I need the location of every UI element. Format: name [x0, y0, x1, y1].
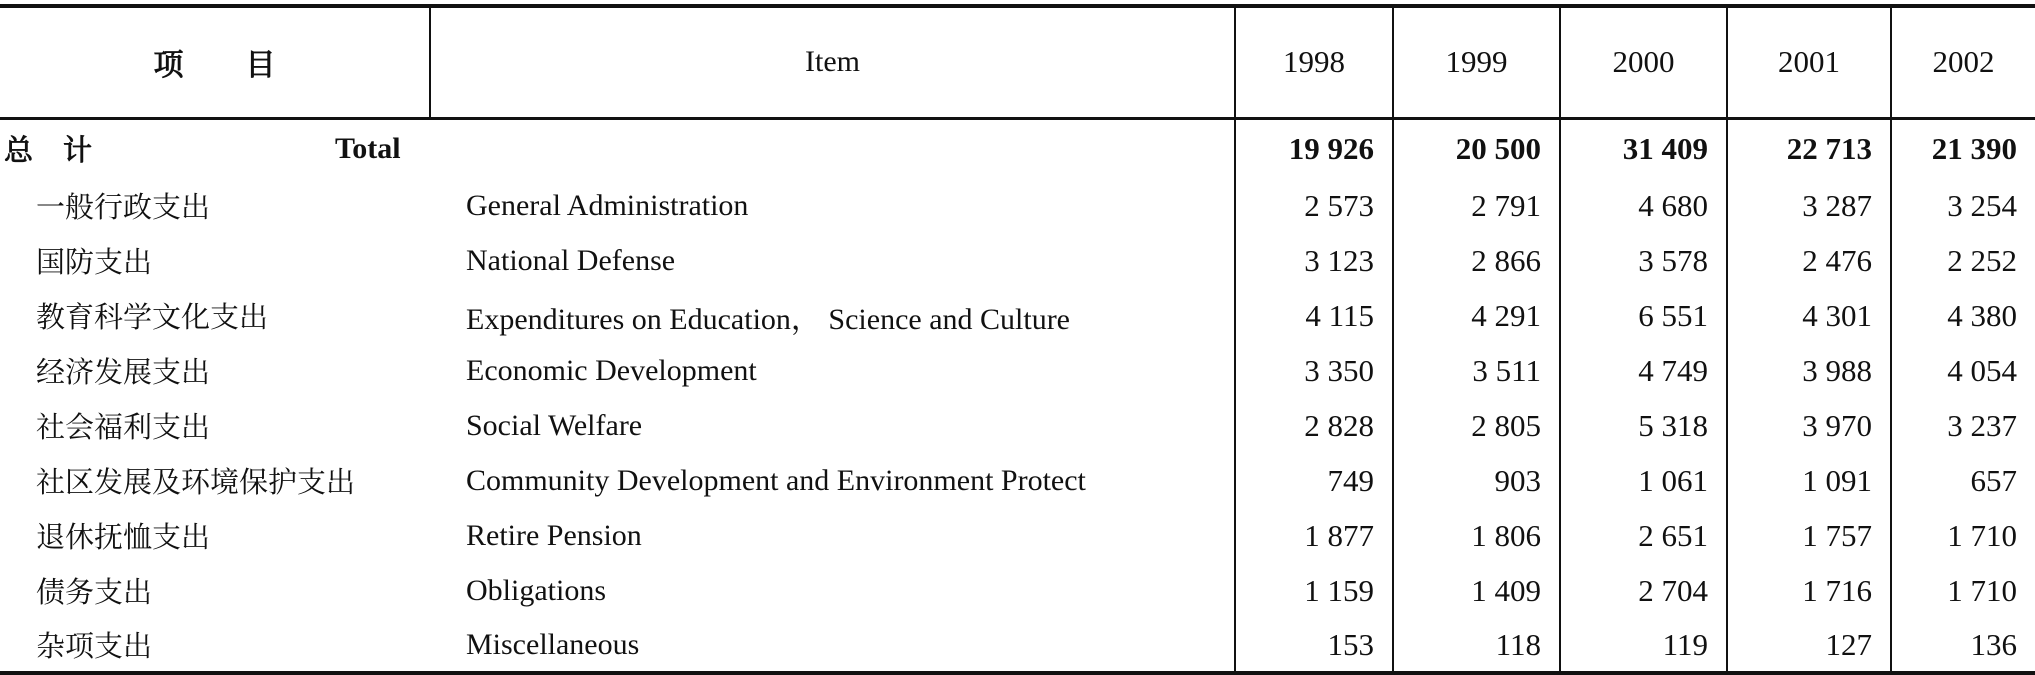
row-label-en: Expenditures on Education， Science and Culture [466, 302, 1070, 336]
row-label-en: Miscellaneous [430, 618, 1235, 673]
row-value: 20 500 [1393, 118, 1560, 178]
row-value: 3 237 [1891, 398, 2035, 453]
row-value: 1 710 [1891, 508, 2035, 563]
row-value: 2 791 [1393, 178, 1560, 233]
table-row [0, 178, 2035, 233]
table-row [0, 233, 2035, 288]
row-label-en: General Administration [466, 188, 749, 222]
row-value: 1 716 [1727, 563, 1891, 618]
row-value: 1 061 [1560, 453, 1727, 508]
row-value: 4 301 [1727, 288, 1891, 343]
row-value: 1 710 [1891, 563, 2035, 618]
row-value: 1 877 [1235, 508, 1393, 563]
row-value: 22 713 [1727, 118, 1891, 178]
row-value: 4 291 [1393, 288, 1560, 343]
row-value: 2 476 [1727, 233, 1891, 288]
row-value: 2 651 [1560, 508, 1727, 563]
row-label-cn: 社区发展及环境保护支出 [36, 465, 356, 499]
row-value: 5 318 [1560, 398, 1727, 453]
row-value: 136 [1891, 618, 2035, 673]
header-year: 1998 [1235, 6, 1393, 118]
header-year: 2000 [1560, 6, 1727, 118]
row-label-cn: 社会福利支出 [36, 410, 211, 444]
row-value: 1 806 [1393, 508, 1560, 563]
row-value: 1 091 [1727, 453, 1891, 508]
row-value: 2 866 [1393, 233, 1560, 288]
header-item-cn: 项目 [153, 48, 338, 84]
row-value: 2 704 [1560, 563, 1727, 618]
table-row [0, 343, 2035, 398]
row-value: 4 749 [1560, 343, 1727, 398]
row-value: 127 [1727, 618, 1891, 673]
row-value: 4 115 [1235, 288, 1393, 343]
expenditure-table [0, 4, 2035, 675]
row-value: 3 970 [1727, 398, 1891, 453]
row-value: 749 [1235, 453, 1393, 508]
row-value: 2 573 [1235, 178, 1393, 233]
header-year: 2001 [1727, 6, 1891, 118]
row-value: 4 680 [1560, 178, 1727, 233]
row-label-en: Obligations [466, 573, 606, 607]
table-row [0, 508, 2035, 563]
row-label-en: Retire Pension [466, 518, 642, 552]
table-row [0, 288, 2035, 343]
header-year: 1999 [1393, 6, 1560, 118]
row-label-cn: 杂项支出 [0, 618, 430, 673]
row-label-cn: 教育科学文化支出 [36, 300, 269, 334]
row-value: 2 828 [1235, 398, 1393, 453]
row-value: 31 409 [1560, 118, 1727, 178]
table-row-total [0, 118, 2035, 178]
row-label-en: National Defense [466, 243, 676, 277]
row-value: 1 757 [1727, 508, 1891, 563]
row-value: 2 252 [1891, 233, 2035, 288]
row-label-cn: 国防支出 [36, 245, 153, 279]
row-label-en: Social Welfare [466, 408, 643, 442]
row-label-cn: 总计 [4, 133, 123, 168]
table-row [0, 618, 2035, 673]
row-label-en: Community Development and Environment Protect [466, 463, 1086, 497]
row-label-cn: 退休抚恤支出 [36, 520, 211, 554]
header-row [0, 6, 2035, 118]
row-value: 3 988 [1727, 343, 1891, 398]
row-label-cn: 债务支出 [36, 575, 153, 609]
row-value: 3 578 [1560, 233, 1727, 288]
row-value: 2 805 [1393, 398, 1560, 453]
table-row [0, 453, 2035, 508]
table-body [0, 118, 2035, 673]
row-value: 3 287 [1727, 178, 1891, 233]
row-value: 3 254 [1891, 178, 2035, 233]
row-value: 4 054 [1891, 343, 2035, 398]
row-value: 119 [1560, 618, 1727, 673]
row-value: 21 390 [1891, 118, 2035, 178]
row-value: 4 380 [1891, 288, 2035, 343]
row-value: 3 350 [1235, 343, 1393, 398]
header-year: 2002 [1891, 6, 2035, 118]
row-label-cn: 经济发展支出 [36, 355, 211, 389]
row-label-en: Total [335, 131, 401, 165]
row-value: 19 926 [1235, 118, 1393, 178]
table-row [0, 398, 2035, 453]
row-value: 903 [1393, 453, 1560, 508]
row-value: 1 159 [1235, 563, 1393, 618]
row-value: 153 [1235, 618, 1393, 673]
table-header [0, 6, 2035, 118]
row-value: 118 [1393, 618, 1560, 673]
table-row [0, 563, 2035, 618]
row-value: 657 [1891, 453, 2035, 508]
row-value: 6 551 [1560, 288, 1727, 343]
header-item-en: Item [430, 6, 1235, 118]
row-value: 1 409 [1393, 563, 1560, 618]
row-label-en: Economic Development [466, 353, 757, 387]
row-label-cn: 一般行政支出 [36, 190, 211, 224]
row-value: 3 511 [1393, 343, 1560, 398]
row-value: 3 123 [1235, 233, 1393, 288]
